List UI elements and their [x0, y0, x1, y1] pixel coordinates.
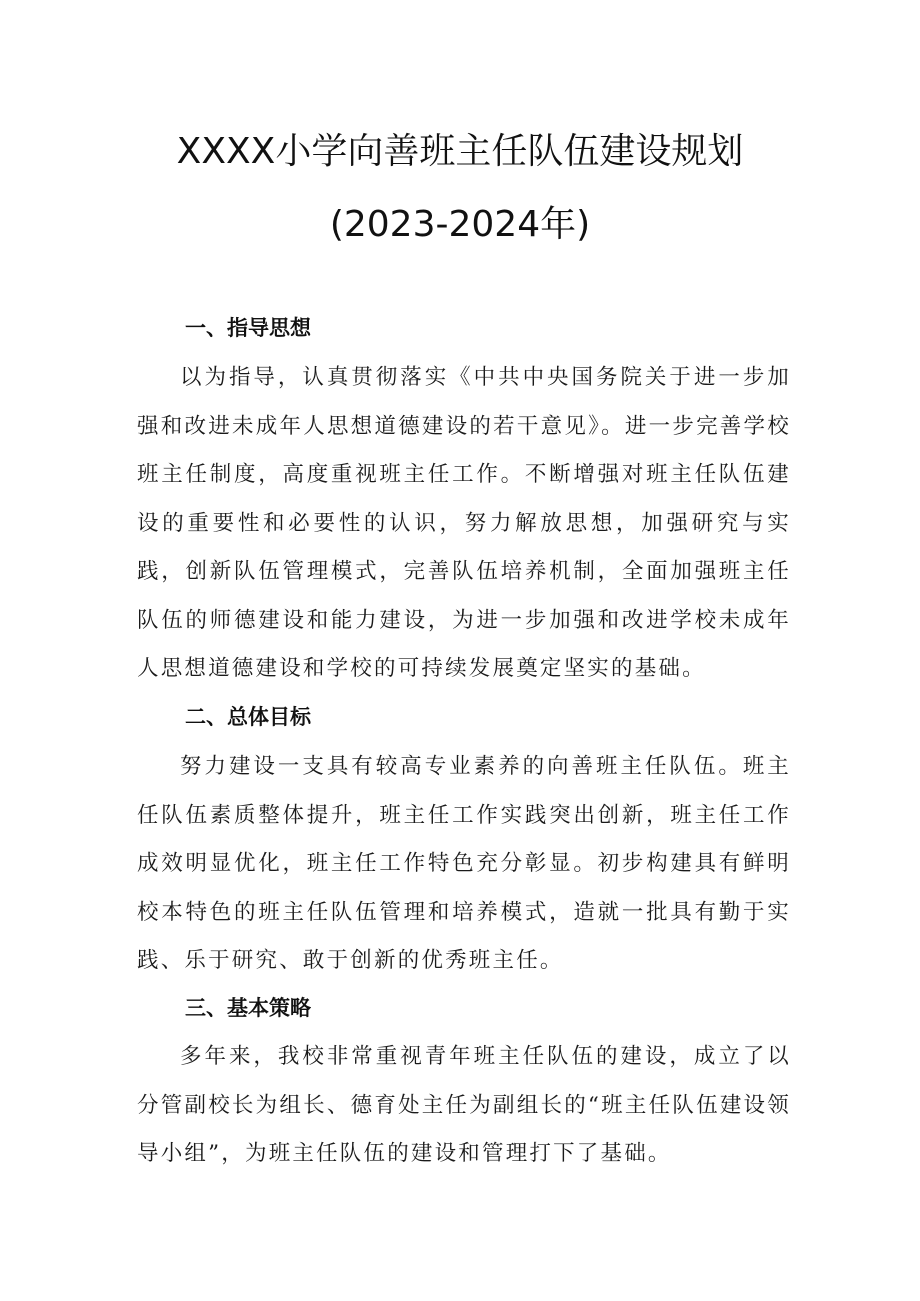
section-heading-overall-goal: 二、总体目标	[185, 705, 311, 729]
document-title: XXXX小学向善班主任队伍建设规划	[176, 131, 744, 172]
section-heading-basic-strategy: 三、基本策略	[185, 996, 311, 1020]
section-paragraph-guiding-ideology: 以为指导，认真贯彻落实《中共中央国务院关于进一步加强和改进未成年人思想道德建设的若干意见》。进一步完善学校班主任制度，高度重视班主任工作。不断增强对班主任队伍建设的重要性和必要性的认识，努力解放思想，加强研究与实践，创新队伍管理模式，完善队伍培养机制，全面加强班主任队伍的师德建设和能力建设，为进一步加强和改进学校未成年人思想道德建设和学校的可持续发展奠定坚实的基础。	[137, 365, 791, 681]
section-heading-guiding-ideology: 一、指导思想	[185, 316, 311, 340]
section-paragraph-overall-goal: 努力建设一支具有较高专业素养的向善班主任队伍。班主任队伍素质整体提升，班主任工作实践突出创新，班主任工作成效明显优化，班主任工作特色充分彰显。初步构建具有鲜明校本特色的班主任队伍管理和培养模式，造就一批具有勤于实践、乐于研究、敢于创新的优秀班主任。	[137, 754, 791, 973]
document-subtitle-years: (2023-2024年)	[329, 204, 591, 245]
section-paragraph-basic-strategy: 多年来，我校非常重视青年班主任队伍的建设，成立了以分管副校长为组长、德育处主任为副组长的“班主任队伍建设领导小组”，为班主任队伍的建设和管理打下了基础。	[137, 1044, 791, 1166]
